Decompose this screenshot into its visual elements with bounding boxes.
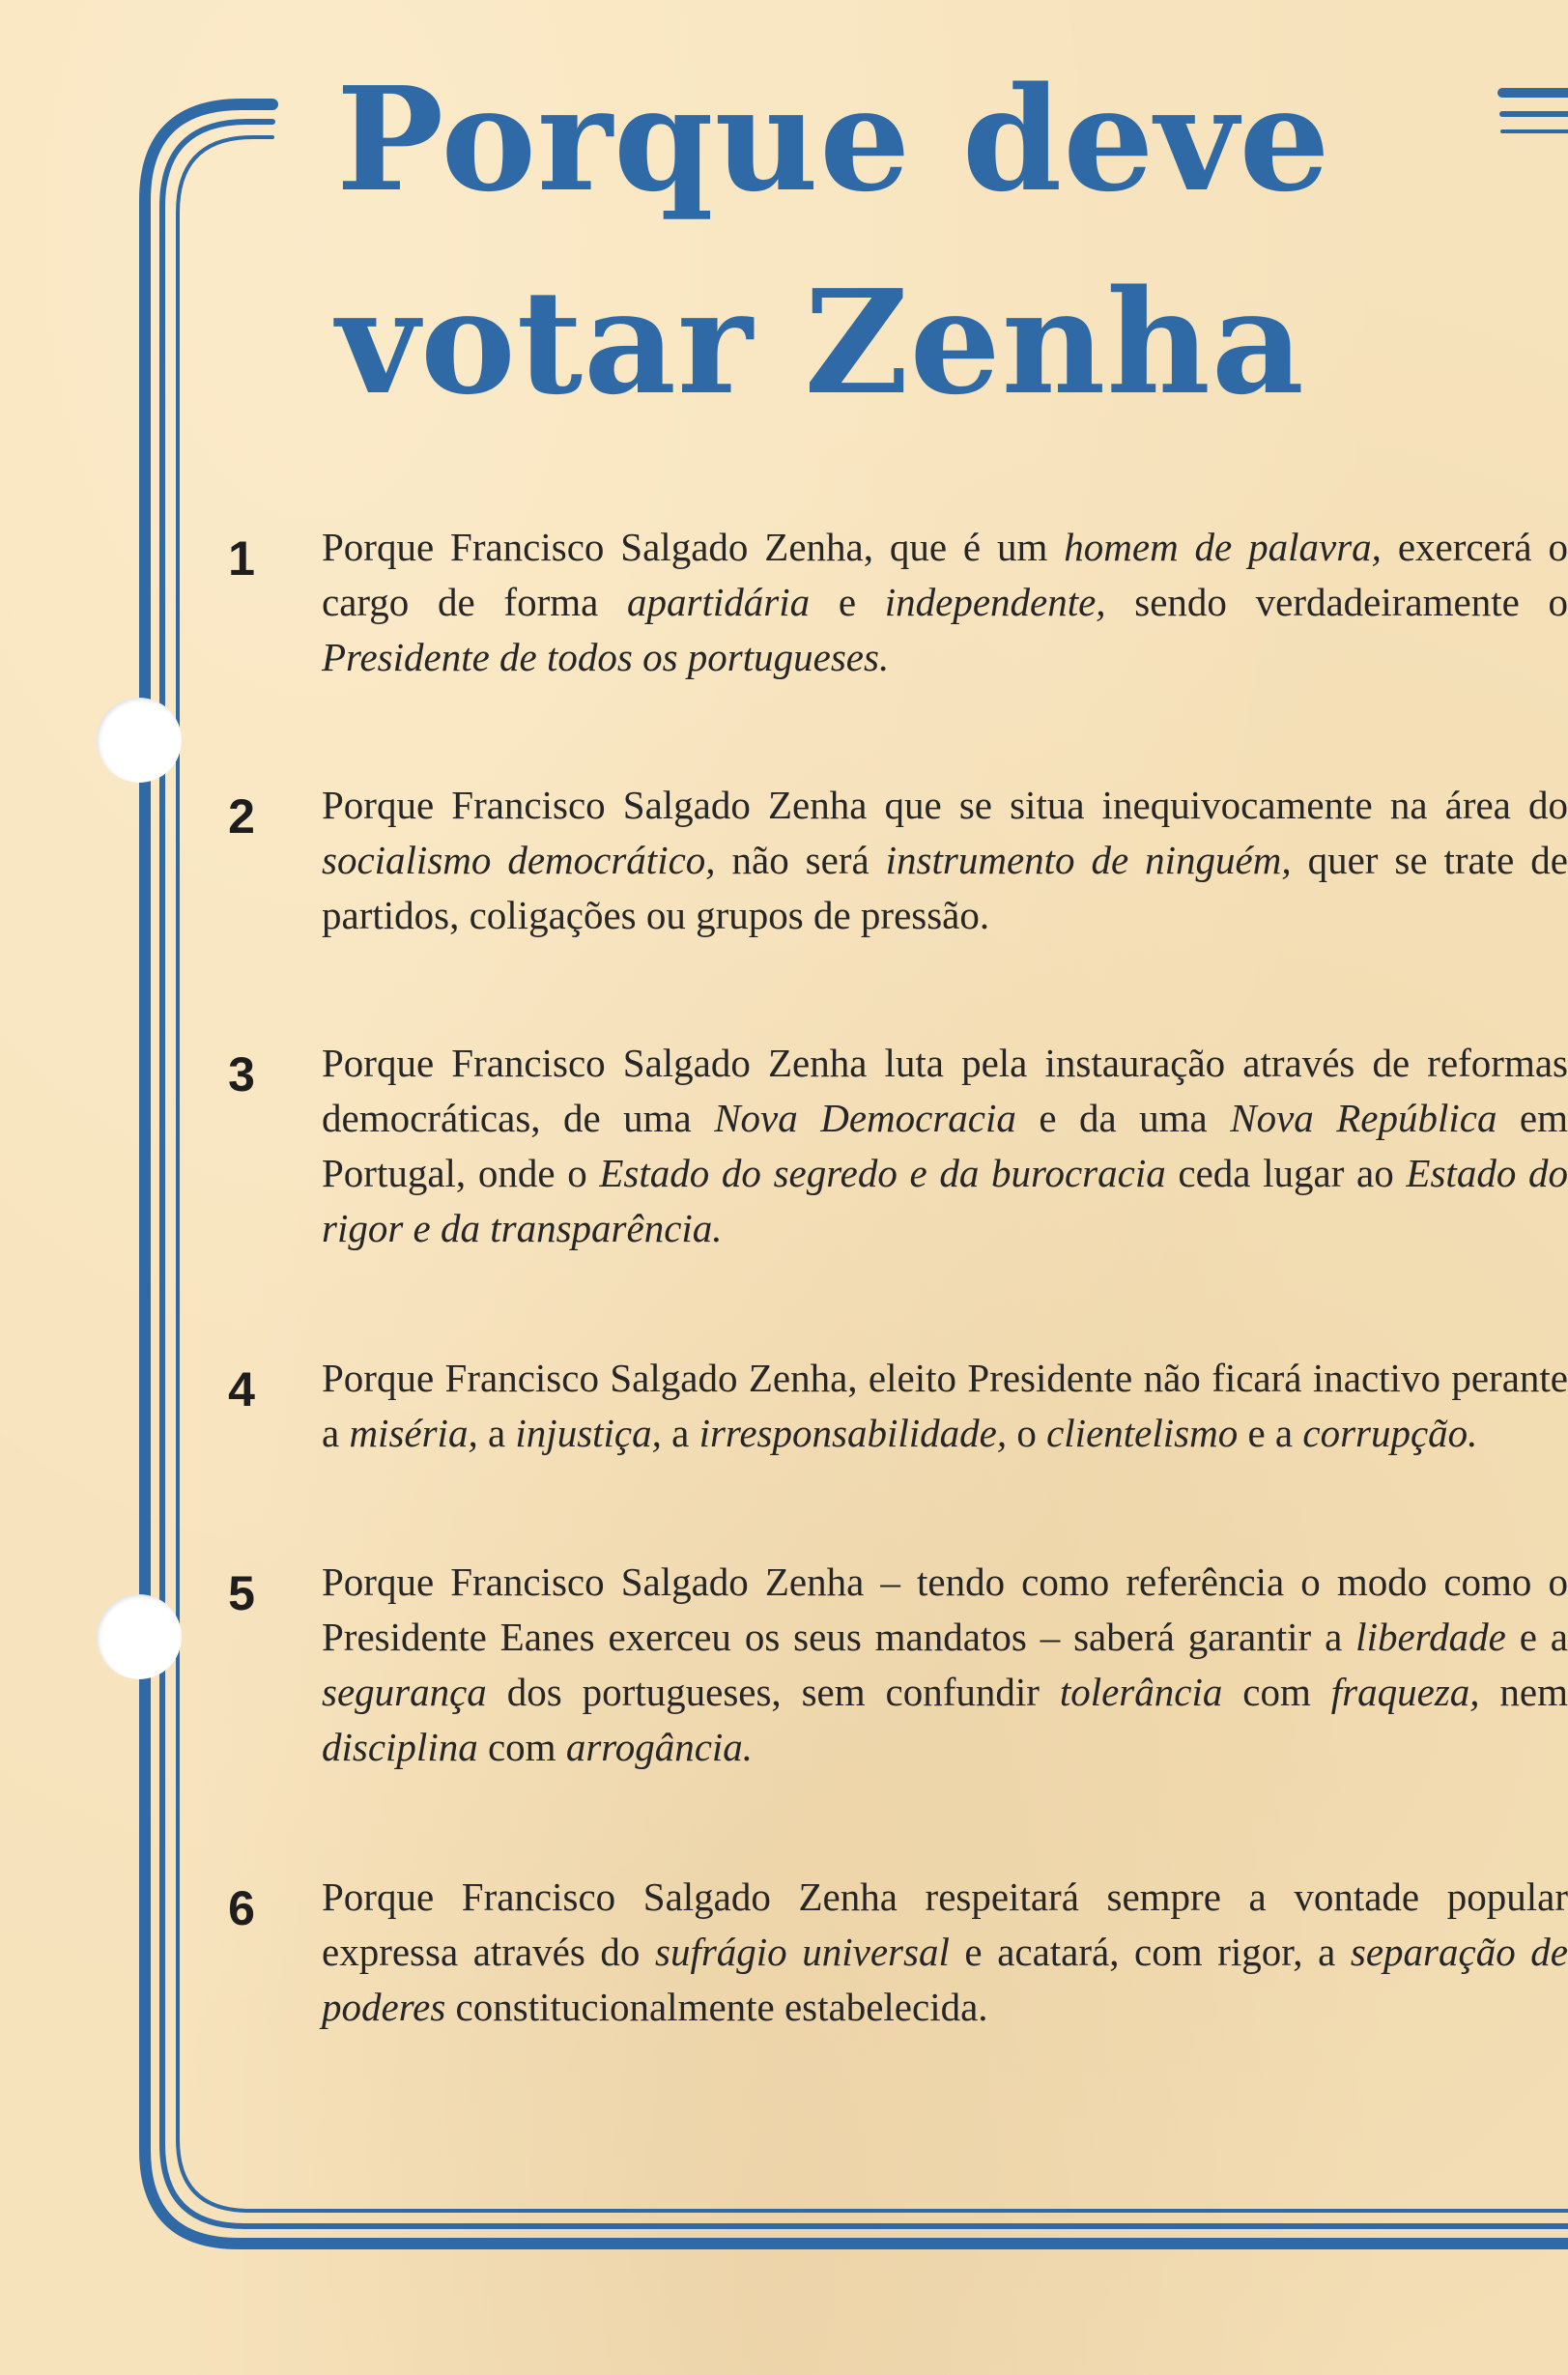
body-text: com: [477, 1725, 566, 1769]
emphasis-text: irresponsabilidade,: [698, 1411, 1008, 1455]
item-text-1: [322, 520, 1568, 685]
emphasis-text: segurança: [322, 1670, 487, 1714]
emphasis-text: miséria,: [349, 1411, 478, 1455]
emphasis-text: sufrágio universal: [654, 1930, 950, 1974]
body-text: não será: [715, 838, 886, 882]
body-text: Porque Francisco Salgado Zenha, que é um: [322, 525, 1065, 569]
item-number-2: 2: [228, 789, 255, 844]
body-text: e a: [1505, 1615, 1568, 1659]
title-line-2: votar Zenha: [336, 258, 1305, 426]
emphasis-text: homem de palavra,: [1064, 525, 1382, 569]
body-text: o: [1007, 1411, 1047, 1455]
body-text: a: [661, 1411, 699, 1455]
item-text-3: [322, 1036, 1568, 1256]
body-text: quer se trate de partidos, coligações ou grupos de pressão.: [322, 838, 1568, 937]
punch-hole-bottom: [97, 1594, 182, 1679]
item-text-5: [322, 1555, 1568, 1775]
body-text: e da uma: [1015, 1096, 1231, 1140]
emphasis-text: socialismo democrático,: [322, 838, 716, 882]
body-text: Porque Francisco Salgado Zenha, eleito Presidente não ficará inactivo perante a: [322, 1356, 1568, 1455]
item-text-2: [322, 778, 1568, 943]
emphasis-text: injustiça,: [515, 1411, 662, 1455]
emphasis-text: disciplina: [322, 1725, 478, 1769]
body-text: em Portugal, onde o: [322, 1096, 1568, 1195]
body-text: constitucionalmente estabelecida.: [445, 1985, 988, 2029]
title-line-1: Porque deve: [336, 55, 1331, 223]
emphasis-text: corrupção.: [1302, 1411, 1478, 1455]
body-text: a: [477, 1411, 516, 1455]
emphasis-text: tolerância: [1059, 1670, 1223, 1714]
emphasis-text: arrogância.: [565, 1725, 754, 1769]
body-text: com: [1222, 1670, 1331, 1714]
item-number-6: 6: [228, 1881, 255, 1935]
emphasis-text: instrumento de ninguém,: [885, 838, 1292, 882]
item-number-4: 4: [228, 1362, 255, 1416]
item-number-3: 3: [228, 1047, 255, 1102]
emphasis-text: apartidária: [627, 580, 811, 624]
item-text-6: [322, 1870, 1568, 2035]
item-number-1: 1: [228, 531, 255, 586]
emphasis-text: Estado do segredo e da burocracia: [599, 1151, 1166, 1195]
item-text-4: [322, 1351, 1568, 1461]
body-text: exercerá o cargo de forma: [322, 525, 1568, 624]
punch-hole-top: [97, 698, 182, 783]
emphasis-text: clientelismo: [1046, 1411, 1239, 1455]
body-text: e a: [1238, 1411, 1303, 1455]
emphasis-text: separação de poderes: [322, 1930, 1568, 2029]
emphasis-text: Estado do rigor e da transparência.: [322, 1151, 1568, 1250]
emphasis-text: fraqueza,: [1330, 1670, 1480, 1714]
body-text: ceda lugar ao: [1165, 1151, 1407, 1195]
body-text: Porque Francisco Salgado Zenha respeitará sempre a vontade popular expressa através do: [322, 1874, 1568, 1974]
emphasis-text: liberdade: [1355, 1615, 1506, 1659]
emphasis-text: Nova República: [1230, 1096, 1497, 1140]
body-text: e acatará, com rigor, a: [949, 1930, 1351, 1974]
emphasis-text: Presidente de todos os portugueses.: [322, 635, 890, 679]
body-text: dos portugueses, sem confundir: [486, 1670, 1060, 1714]
body-text: Porque Francisco Salgado Zenha luta pela instauração através de reformas democráticas, de uma: [322, 1041, 1568, 1140]
body-text: nem: [1479, 1670, 1568, 1714]
body-text: Porque Francisco Salgado Zenha – tendo como referência o modo como o Presidente Eanes exerceu os seus mandatos – saberá garantir a: [322, 1559, 1568, 1659]
body-text: sendo verdadeiramente o: [1105, 580, 1568, 624]
body-text: e: [810, 580, 885, 624]
emphasis-text: Nova Democracia: [714, 1096, 1016, 1140]
body-text: Porque Francisco Salgado Zenha que se situa inequivocamente na área do: [322, 783, 1568, 827]
item-number-5: 5: [228, 1566, 255, 1620]
emphasis-text: independente,: [884, 580, 1106, 624]
